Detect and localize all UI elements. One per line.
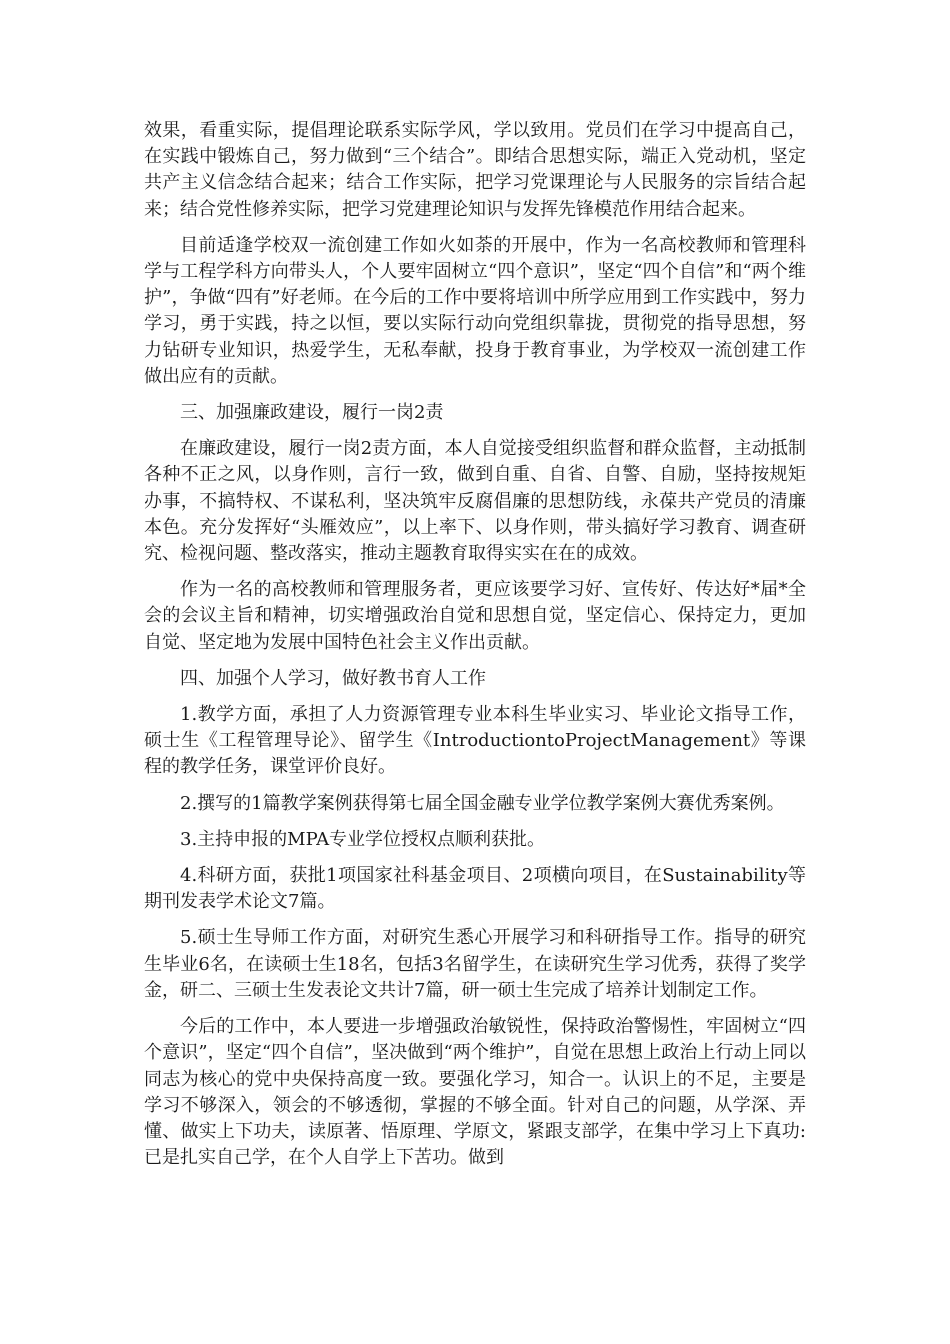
- list-item-research: 4.科研方面，获批1项国家社科基金项目、2项横向项目，在Sustainability等期刊发表学术论文7篇。: [144, 865, 806, 913]
- paragraph-double-first-class: 目前适逢学校双一流创建工作如火如荼的开展中，作为一名高校教师和管理科学与工程学科方向带头人，个人要牢固树立“四个意识”，坚定“四个自信”和“两个维护”，争做“四有”好老师。在今后的工作中要将培训中所学应用到工作实践中，努力学习，勇于实践，持之以恒，要以实际行动向党组织靠拢，贯彻党的指导思想，努力钻研专业知识，热爱学生，无私奉献，投身于教育事业，为学校双一流创建工作做出应有的贡献。: [144, 234, 806, 387]
- list-item-supervision: 5.硕士生导师工作方面，对研究生悉心开展学习和科研指导工作。指导的研究生毕业6名，在读硕士生18名，包括3名留学生，在读研究生学习优秀，获得了奖学金，研二、三硕士生发表论文共计7篇，研一硕士生完成了培养计划制定工作。: [144, 927, 806, 1001]
- list-item-mpa: 3.主持申报的MPA专业学位授权点顺利获批。: [180, 828, 546, 850]
- paragraph-party-study: 效果，看重实际，提倡理论联系实际学风，学以致用。党员们在学习中提高自己，在实践中锻炼自己，努力做到“三个结合”。即结合思想实际，端正入党动机，坚定共产主义信念结合起来；结合工作实际，把学习党课理论与人民服务的宗旨结合起来；结合党性修养实际，把学习党建理论知识与发挥先锋模范作用结合起来。: [144, 120, 806, 220]
- list-item-teaching: 1.教学方面，承担了人力资源管理专业本科生毕业实习、毕业论文指导工作，硕士生《工程管理导论》、留学生《IntroductiontoProjectManagement》等课程的教学任务，课堂评价良好。: [144, 704, 806, 778]
- paragraph-integrity: 在廉政建设，履行一岗2责方面，本人自觉接受组织监督和群众监督，主动抵制各种不正之风，以身作则，言行一致，做到自重、自省、自警、自励，坚持按规矩办事，不搞特权、不谋私利，坚决筑牢反腐倡廉的思想防线，永葆共产党员的清廉本色。充分发挥好“头雁效应”，以上率下、以身作则，带头搞好学习教育、调查研究、检视问题、整改落实，推动主题教育取得实实在在的成效。: [144, 438, 806, 565]
- paragraph-future-work: 今后的工作中，本人要进一步增强政治敏锐性，保持政治警惕性，牢固树立“四个意识”，坚定“四个自信”，坚决做到“两个维护”，自觉在思想上政治上行动上同以同志为核心的党中央保持高度一致。要强化学习，知合一。认识上的不足，主要是学习不够深入，领会的不够透彻，掌握的不够全面。针对自己的问题，从学深、弄懂、做实上下功夫，读原著、悟原理、学原文，紧跟支部学，在集中学习上下真功:已是扎实自己学，在个人自学上下苦功。做到: [144, 1016, 806, 1169]
- section-heading-personal-study: 四、加强个人学习，做好教书育人工作: [180, 667, 486, 689]
- list-item-teaching-case: 2.撰写的1篇教学案例获得第七届全国金融专业学位教学案例大赛优秀案例。: [180, 792, 785, 814]
- section-heading-integrity: 三、加强廉政建设，履行一岗2责: [180, 402, 444, 424]
- document-body: [144, 118, 806, 1171]
- paragraph-teacher-role: 作为一名的高校教师和管理服务者，更应该要学习好、宣传好、传达好*届*全会的会议主旨和精神，切实增强政治自觉和思想自觉，坚定信心、保持定力，更加自觉、坚定地为发展中国特色社会主义作出贡献。: [144, 579, 806, 653]
